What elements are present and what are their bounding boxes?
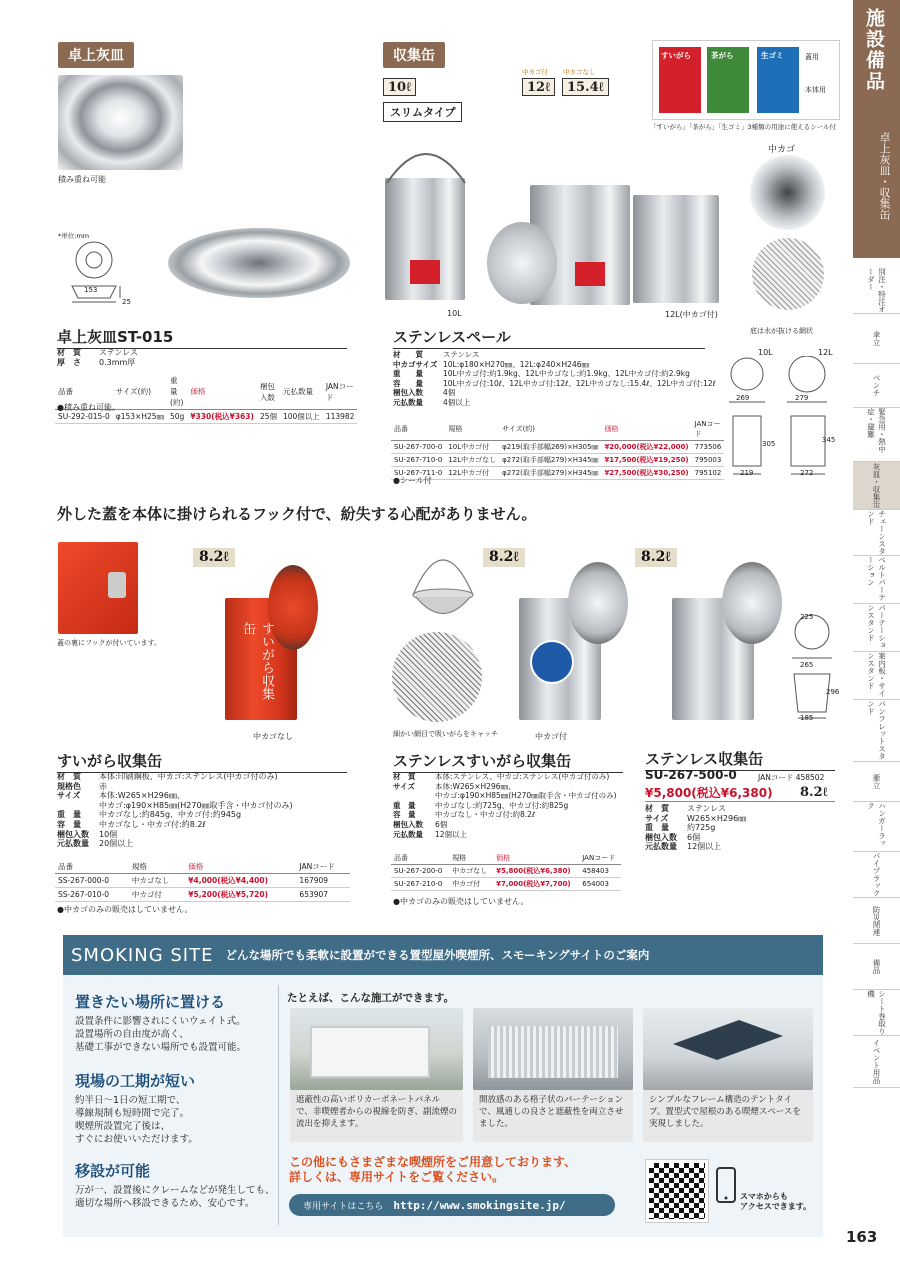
feature-3-text: 万が一、設置後にクレームなどが発生しても、 適切な場所へ移設できるため、安心です。 [75, 1185, 275, 1209]
table-row: SU-267-710-0 12L中カゴなし φ272(取手部幅279)×H345㎜ ¥17,500(税込¥19,250) 795003 [391, 454, 724, 467]
sidebar-tab-sheet[interactable]: シート巻取り機 [853, 990, 900, 1036]
smoking-site-banner [63, 935, 823, 975]
sidebar-tab-sign[interactable]: 案内板・サインスタンド [853, 652, 900, 700]
table-row: SU-292-015-0 φ153×H25㎜ 50g ¥330(税込¥363) 25個 100個以上 113982 [55, 410, 357, 424]
sticker-1-label: すいがら [661, 51, 691, 60]
p3-jan: JANコード 458502 [758, 773, 825, 782]
sidebar-tab-ashtray[interactable]: 灰皿・収集缶 [853, 462, 900, 510]
section-header-bins: 収集缶 [383, 42, 445, 68]
sidebar-category: 施設備品 [863, 8, 885, 92]
slim-type-badge: スリムタイプ [383, 102, 462, 122]
sidebar-tab-umbrella[interactable]: 傘立 [853, 314, 900, 364]
dim-345: 345 [822, 436, 836, 444]
vol12-label: 中カゴ付 [522, 68, 548, 76]
stacked-ashtray-photo [58, 75, 183, 170]
sidebar-tab-pipe[interactable]: パイプラック [853, 852, 900, 898]
dim-225: 225 [800, 613, 814, 621]
label-12l: 12L(中カゴ付) [665, 310, 718, 319]
page-number: 163 [846, 1228, 878, 1246]
unit-label: *単位:mm [58, 232, 90, 240]
diag-10l: 10L [758, 348, 773, 357]
p1-title: すいがら収集缶 [57, 750, 347, 773]
p3-price: ¥5,800(税込¥6,380) [645, 784, 835, 802]
sidebar-tab-belt[interactable]: ベルトパーテーション [853, 556, 900, 604]
table-row: SU-267-711-0 12L中カゴ付 φ272(取手部幅279)×H345㎜ ¥27,500(税込¥30,250) 795102 [391, 467, 724, 480]
feature-2-text: 約半日〜1日の短工期で、 導線規制も短時間で完了。 喫煙所設置完了後は、 すぐにお使いいただけます。 [75, 1095, 198, 1145]
site-url[interactable]: http://www.smokingsite.jp/ [393, 1198, 566, 1212]
dim-269: 269 [736, 394, 750, 402]
ashtray-price-table: 品番 サイズ(約) 重量(約) 価格 梱包入数 元払数量 JANコード SU-292-015-0 φ153×H25㎜ 50g ¥330(税込¥363) 25個 100個以上 113982 [55, 374, 357, 424]
dim-279: 279 [795, 394, 809, 402]
table-row: SS-267-010-0 中カゴ付 ¥5,200(税込¥5,720) 653907 [55, 888, 350, 902]
mesh-closeup-photo [392, 632, 482, 722]
red-can-print: すいがら収集缶 [240, 622, 274, 700]
p2-spec: 材 質 本体:ステンレス、中カゴ:ステンレス(中カゴ付のみ) サイズ 本体:W265×H296㎜、 中カゴ:φ190×H85㎜(H270㎜取手含・中カゴ付のみ) 重 量 中カゴなし:約725g、中カゴ付:約825g 容 量 中カゴなし・中カゴ付:約8.2ℓ 梱包入数 6個 元払数量 12個以上 [393, 772, 617, 839]
section-header-ashtray: 卓上灰皿 [58, 42, 134, 68]
pail-dimension-diagram [725, 356, 840, 481]
table-row: SS-267-000-0 中カゴなし ¥4,000(税込¥4,400) 167909 [55, 874, 350, 888]
example-3-photo [643, 1008, 813, 1090]
pail-lid-photo [487, 222, 557, 304]
p1-price-table: 品番 規格 価格 JANコード SS-267-000-0 中カゴなし ¥4,000(税込¥4,400) 167909 SS-267-010-0 中カゴ付 ¥5,200(税込¥5,720) 653907 [55, 860, 350, 902]
sidebar-tab-partition[interactable]: パーテーションスタンド [853, 604, 900, 652]
example-1-caption: 遮蔽性の高いポリカーボネートパネルで、非喫煙者からの視線を防ぎ、副流煙の流出を抑えます。 [290, 1090, 463, 1142]
sidebar-tab-emergency[interactable]: 緊急用・熱中症・避難 [853, 408, 900, 462]
sticker-3-label: 生ゴミ [761, 51, 784, 60]
sidebar-category-tab[interactable] [853, 0, 900, 258]
dim-305: 305 [762, 440, 776, 448]
promo-text: この他にもさまざまな喫煙所をご用意しております、 詳しくは、専用サイトをご覧ください。 [289, 1155, 577, 1184]
feature-1-text: 設置条件に影響されにくいウェイト式。 設置場所の自由度が高く、 基礎工事ができない場所でも設置可能。 [75, 1016, 247, 1053]
pail-sticker [410, 260, 440, 284]
feature-3-title: 移設が可能 [75, 1162, 151, 1180]
stack-caption: 積み重ね可能 [58, 175, 106, 184]
smoking-site-brand: SMOKING SITE [71, 944, 214, 966]
dim-153: 153 [84, 286, 98, 294]
ashtray-photo [168, 228, 350, 298]
label-10l: 10L [447, 309, 462, 318]
sticker-panel [652, 40, 840, 120]
p2-note: ●中カゴのみの販売はしていません。 [393, 897, 529, 906]
mesh-caption: 細かい網目で吸いがらをキャッチ [393, 730, 498, 738]
pail-price-table: 品番 規格 サイズ(約) 価格 JANコード SU-267-700-0 10L中カゴ付 φ219(取手部幅269)×H305㎜ ¥20,000(税込¥22,000) 773506 SU-267-710-0 12L中カゴなし φ272(取手部幅279)×H345㎜ ¥17,500(税込¥19,250) 795003 SU-267-711-0 12L中カゴ付 φ272(取手部幅279)×H345㎜ ¥27,500(税込¥30,250) 795102 [391, 418, 724, 480]
pail-title: ステンレスペール [393, 326, 705, 349]
sidebar-tab-custom[interactable]: 別注・特注オーダー [853, 268, 900, 314]
vol15-label: 中カゴなし [563, 68, 596, 76]
inner-cage-note: 底は水が抜ける網状 [750, 327, 813, 335]
inner-cage-label: 中カゴ [768, 145, 796, 155]
feature-2-title: 現場の工期が短い [75, 1072, 196, 1090]
pail-12l-sticker [575, 262, 605, 286]
dim-219: 219 [740, 469, 754, 477]
ashtray-title: 卓上灰皿ST-015 [57, 326, 347, 349]
table-row: SU-267-210-0 中カゴ付 ¥7,000(税込¥7,700) 654003 [391, 878, 621, 891]
sidebar-tab-supplies[interactable]: 備品 [853, 944, 900, 990]
sticker-use-lid: 蓋用 [805, 53, 819, 61]
hook-detail-photo [58, 542, 138, 634]
mesh-bottom-photo [752, 238, 824, 310]
sidebar-tab-pamphlet[interactable]: パンフレットスタンド [853, 700, 900, 762]
inner-cage-photo [750, 155, 825, 230]
table-row: SU-267-200-0 中カゴなし ¥5,800(税込¥6,380) 458403 [391, 865, 621, 878]
sidebar-tab-disaster[interactable]: 防災関連 [853, 898, 900, 944]
p3-dimension-diagram [786, 612, 846, 724]
ashtray-spec: 材 質 ステンレス 厚 さ 0.3mm厚 [57, 348, 138, 367]
p3-spec: 材 質 ステンレス サイズ W265×H296㎜ 重 量 約725g 梱包入数 6個 元払数量 12個以上 [645, 804, 747, 852]
example-2-photo [473, 1008, 633, 1090]
p3-vol-badge: 8.2ℓ [635, 548, 677, 567]
dim-296: 296 [826, 688, 840, 696]
dim-265: 265 [800, 661, 814, 669]
site-link-button[interactable] [289, 1194, 615, 1216]
example-3-caption: シンプルなフレーム構造のテントタイプ。置型式で屋根のある喫煙スペースを実現しました。 [643, 1090, 813, 1142]
site-link-label: 専用サイトはこちら [303, 1201, 384, 1212]
sidebar-subcategory: 卓上灰皿・収集缶 [878, 132, 891, 220]
sticker-use-body: 本体用 [805, 86, 826, 94]
dim-272: 272 [800, 469, 814, 477]
example-1-photo [290, 1008, 463, 1090]
p1-note: ●中カゴのみの販売はしていません。 [57, 905, 193, 914]
p1-spec: 材 質 本体:印刷鋼板、中カゴ:ステンレス(中カゴ付のみ) 規格色 赤 サイズ 本体:W265×H296㎜、 中カゴ:φ190×H85㎜(H270㎜取手含・中カゴ付のみ) 重 量 中カゴなし:約845g、中カゴ付:約945g 容 量 中カゴなし・中カゴ付:約8.2ℓ 梱包入数 10個 元払数量 20個以上 [57, 772, 293, 849]
table-row: SU-267-700-0 10L中カゴ付 φ219(取手部幅269)×H305㎜ ¥20,000(税込¥22,000) 773506 [391, 441, 724, 454]
phone-access-text: スマホからも アクセスできます。 [740, 1192, 812, 1211]
p2-price-table: 品番 規格 価格 JANコード SU-267-200-0 中カゴなし ¥5,800(税込¥6,380) 458403 SU-267-210-0 中カゴ付 ¥7,000(税込¥7,700) 654003 [391, 852, 621, 891]
p3-code: SU-267-500-0 [645, 768, 737, 782]
vol-15-badge: 15.4ℓ [562, 78, 609, 96]
smoking-site-tagline: どんな場所でも柔軟に設置ができる置型屋外喫煙所、スモーキングサイトのご案内 [225, 948, 650, 962]
sidebar-tab-hanger[interactable]: ハンガーラック [853, 802, 900, 852]
qr-code[interactable] [646, 1160, 708, 1222]
p1-vol-badge: 8.2ℓ [193, 548, 235, 567]
dim-25: 25 [122, 298, 131, 306]
dim-185: 185 [800, 714, 814, 722]
p2-with-cage-label: 中カゴ付 [535, 732, 567, 741]
category-sidebar [853, 0, 900, 1273]
ashtray-note: ●積み重ね可能。 [57, 403, 120, 412]
diag-12l: 12L [818, 348, 833, 357]
pail-handle [383, 135, 469, 185]
p1-no-cage-label: 中カゴなし [253, 732, 293, 741]
sidebar-tab-chain[interactable]: チェーンスタンド [853, 510, 900, 556]
example-heading: たとえば、こんな施工ができます。 [287, 992, 455, 1004]
p3-capacity: 8.2ℓ [800, 785, 828, 800]
hook-caption: 蓋の裏にフックが付いています。 [57, 639, 161, 647]
example-2-caption: 開放感のある格子状のパーテーションで、風通しの良さと遮蔽性を両立させました。 [473, 1090, 633, 1142]
p2-lid-photo [568, 562, 628, 644]
sticker-2-label: 茶がら [711, 51, 734, 60]
pail-note: ●シール付 [393, 476, 432, 485]
p2-label-sticker [530, 640, 574, 684]
smartphone-icon [715, 1166, 737, 1206]
p3-lid-photo [722, 562, 782, 644]
sidebar-tab-screen[interactable]: 衝立 [853, 762, 900, 802]
feature-1-title: 置きたい場所に置ける [75, 993, 226, 1011]
p2-title: ステンレスすいがら収集缶 [393, 750, 623, 773]
p2-vol-badge: 8.2ℓ [483, 548, 525, 567]
pail-body-photo [633, 195, 719, 303]
hook-headline: 外した蓋を本体に掛けられるフック付で、紛失する心配がありません。 [57, 505, 537, 523]
p3-title: ステンレス収集缶 [645, 748, 835, 771]
mesh-basket-drawing [408, 540, 478, 625]
panel-divider [278, 985, 279, 1225]
sticker-note: 「すいがら」「茶がら」「生ゴミ」3種類の用途に使えるシール付 [650, 123, 837, 131]
sidebar-tab-bench[interactable]: ベンチ [853, 364, 900, 408]
pail-spec: 材 質 ステンレス 中カゴサイズ 10L:φ180×H270㎜、12L:φ240×H246㎜ 重 量 10L中カゴ付:約1.9kg、12L中カゴなし:約1.9kg、12L中カゴ付:約2.9kg 容 量 10L中カゴ付:10ℓ、12L中カゴ付:12ℓ、12L中カゴなし:15.4ℓ、12L中カゴ付:12ℓ 梱包入数 4個 元払数量 4個以上 [393, 350, 716, 407]
sidebar-tab-event[interactable]: イベント用品 [853, 1036, 900, 1088]
vol-12-badge: 12ℓ [522, 78, 555, 96]
vol-10-badge: 10ℓ [383, 78, 416, 96]
